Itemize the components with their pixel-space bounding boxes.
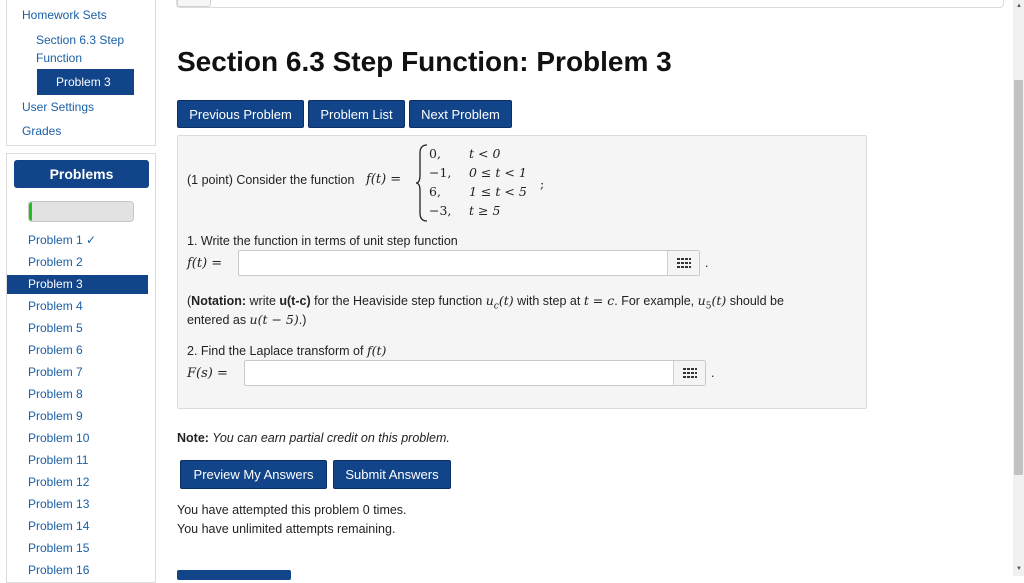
case-condition: t ≥ 5 [469, 203, 501, 218]
notation-text: entered as [187, 313, 250, 327]
case-value: −3, [429, 203, 452, 218]
next-problem-button[interactable]: Next Problem [409, 100, 512, 128]
scrollbar-thumb[interactable] [1014, 80, 1023, 475]
grid-icon-graphic [683, 368, 697, 378]
problem-list-item[interactable]: Problem 12 [28, 475, 90, 489]
progress-bar [28, 201, 134, 222]
problem-list-item[interactable]: Problem 4 [28, 299, 83, 313]
case-condition: 1 ≤ t < 5 [469, 184, 527, 199]
notation-u5: u [697, 293, 706, 308]
notation-line1 [187, 293, 784, 312]
part2-label-text: 2. Find the Laplace transform of [187, 344, 367, 358]
case-value: 6, [429, 184, 441, 199]
matrix-grid-icon[interactable] [673, 361, 705, 385]
notation-text: for the Heaviside step function [310, 294, 486, 308]
piecewise-brace [415, 143, 429, 223]
attempts-status: You have attempted this problem 0 times. [177, 503, 407, 517]
notation-uc-arg: (t) [498, 293, 514, 308]
notation-text: write [246, 294, 280, 308]
notation-text: with step at [513, 294, 584, 308]
part2-function: f(t) [366, 343, 387, 358]
problem-list-item[interactable]: Problem 11 [28, 453, 89, 467]
grades-link[interactable]: Grades [22, 124, 62, 138]
notation-line2 [187, 312, 306, 327]
problem-list-item[interactable]: Problem 7 [28, 365, 83, 379]
note-text: You can earn partial credit on this problem. [208, 431, 450, 445]
problem-list-item[interactable]: Problem 8 [28, 387, 83, 401]
function-lhs: f(t) = [366, 172, 402, 187]
remaining-status: You have unlimited attempts remaining. [177, 522, 396, 536]
problem-list [7, 229, 155, 581]
problem-list-item[interactable]: Problem 15 [28, 541, 90, 555]
notation-example: u(t − 5) [249, 312, 299, 327]
problem-list-item[interactable]: Problem 6 [28, 343, 83, 357]
notation-u5-arg: (t) [711, 293, 727, 308]
user-settings-link[interactable]: User Settings [22, 100, 95, 114]
case-condition: 0 ≤ t < 1 [469, 165, 527, 180]
case-value: 0, [429, 146, 441, 161]
notation-paren: ( [187, 294, 192, 308]
problems-panel [6, 153, 156, 583]
problem-list-button[interactable]: Problem List [308, 100, 405, 128]
notation-uc-sub: c [493, 301, 499, 312]
problem-list-item-active[interactable]: Problem 3 [7, 275, 148, 294]
notation-u5-sub: 5 [705, 301, 712, 312]
current-problem-nav-item[interactable]: Problem 3 [37, 69, 134, 95]
problem-intro: (1 point) Consider the function [187, 173, 355, 187]
notation-code: u(t-c) [279, 294, 311, 308]
problem-list-item[interactable]: Problem 10 [28, 431, 90, 445]
problem-list-item[interactable]: Problem 9 [28, 409, 83, 423]
notation-text: .) [298, 313, 307, 327]
notation-uc: u [485, 293, 494, 308]
problem-list-item[interactable]: Problem 2 [28, 255, 83, 269]
part2-period: . [711, 366, 715, 380]
cases-end: ; [540, 176, 545, 191]
part1-label: 1. Write the function in terms of unit step function [187, 234, 458, 248]
previous-problem-button[interactable]: Previous Problem [177, 100, 304, 128]
grid-icon-graphic [677, 258, 691, 268]
page-scrollbar[interactable] [1013, 0, 1024, 576]
note-label: Note: [177, 431, 209, 445]
notation-text: . For example, [614, 294, 698, 308]
problems-header: Problems [14, 160, 149, 188]
problem-box [177, 135, 867, 409]
page-title: Section 6.3 Step Function: Problem 3 [177, 46, 672, 77]
progress-bar-fill [29, 202, 32, 221]
part1-period: . [705, 256, 709, 270]
homework-nav-panel [6, 0, 156, 146]
part1-lhs: f(t) = [187, 256, 223, 271]
submit-answers-button[interactable]: Submit Answers [333, 460, 451, 489]
problem-list-item[interactable]: Problem 16 [28, 563, 90, 577]
part2-label [187, 343, 386, 358]
scroll-down-icon[interactable]: ▼ [1016, 566, 1022, 572]
partial-button-bottom[interactable] [177, 570, 291, 580]
homework-sets-link[interactable]: Homework Sets [22, 8, 107, 22]
section-link-line2[interactable]: Function [36, 51, 83, 65]
top-bar-button[interactable] [177, 0, 211, 7]
part2-lhs: F(s) = [187, 366, 228, 381]
notation-text: should be [726, 294, 784, 308]
part1-answer-input[interactable] [238, 250, 700, 276]
problem-list-item[interactable]: Problem 1 ✓ [28, 233, 97, 247]
problem-list-item[interactable]: Problem 13 [28, 497, 90, 511]
top-bar [176, 0, 1004, 8]
notation-t-equals-c: t = c [583, 293, 615, 308]
preview-answers-button[interactable]: Preview My Answers [180, 460, 327, 489]
case-condition: t < 0 [469, 146, 501, 161]
scroll-up-icon[interactable]: ▲ [1016, 3, 1022, 9]
problem-list-item[interactable]: Problem 14 [28, 519, 90, 533]
notation-bold: Notation: [191, 294, 247, 308]
section-link-line1[interactable]: Section 6.3 Step [36, 33, 125, 47]
part2-answer-input[interactable] [244, 360, 706, 386]
partial-credit-note [177, 431, 450, 445]
case-value: −1, [429, 165, 452, 180]
problem-list-item[interactable]: Problem 5 [28, 321, 83, 335]
matrix-grid-icon[interactable] [667, 251, 699, 275]
